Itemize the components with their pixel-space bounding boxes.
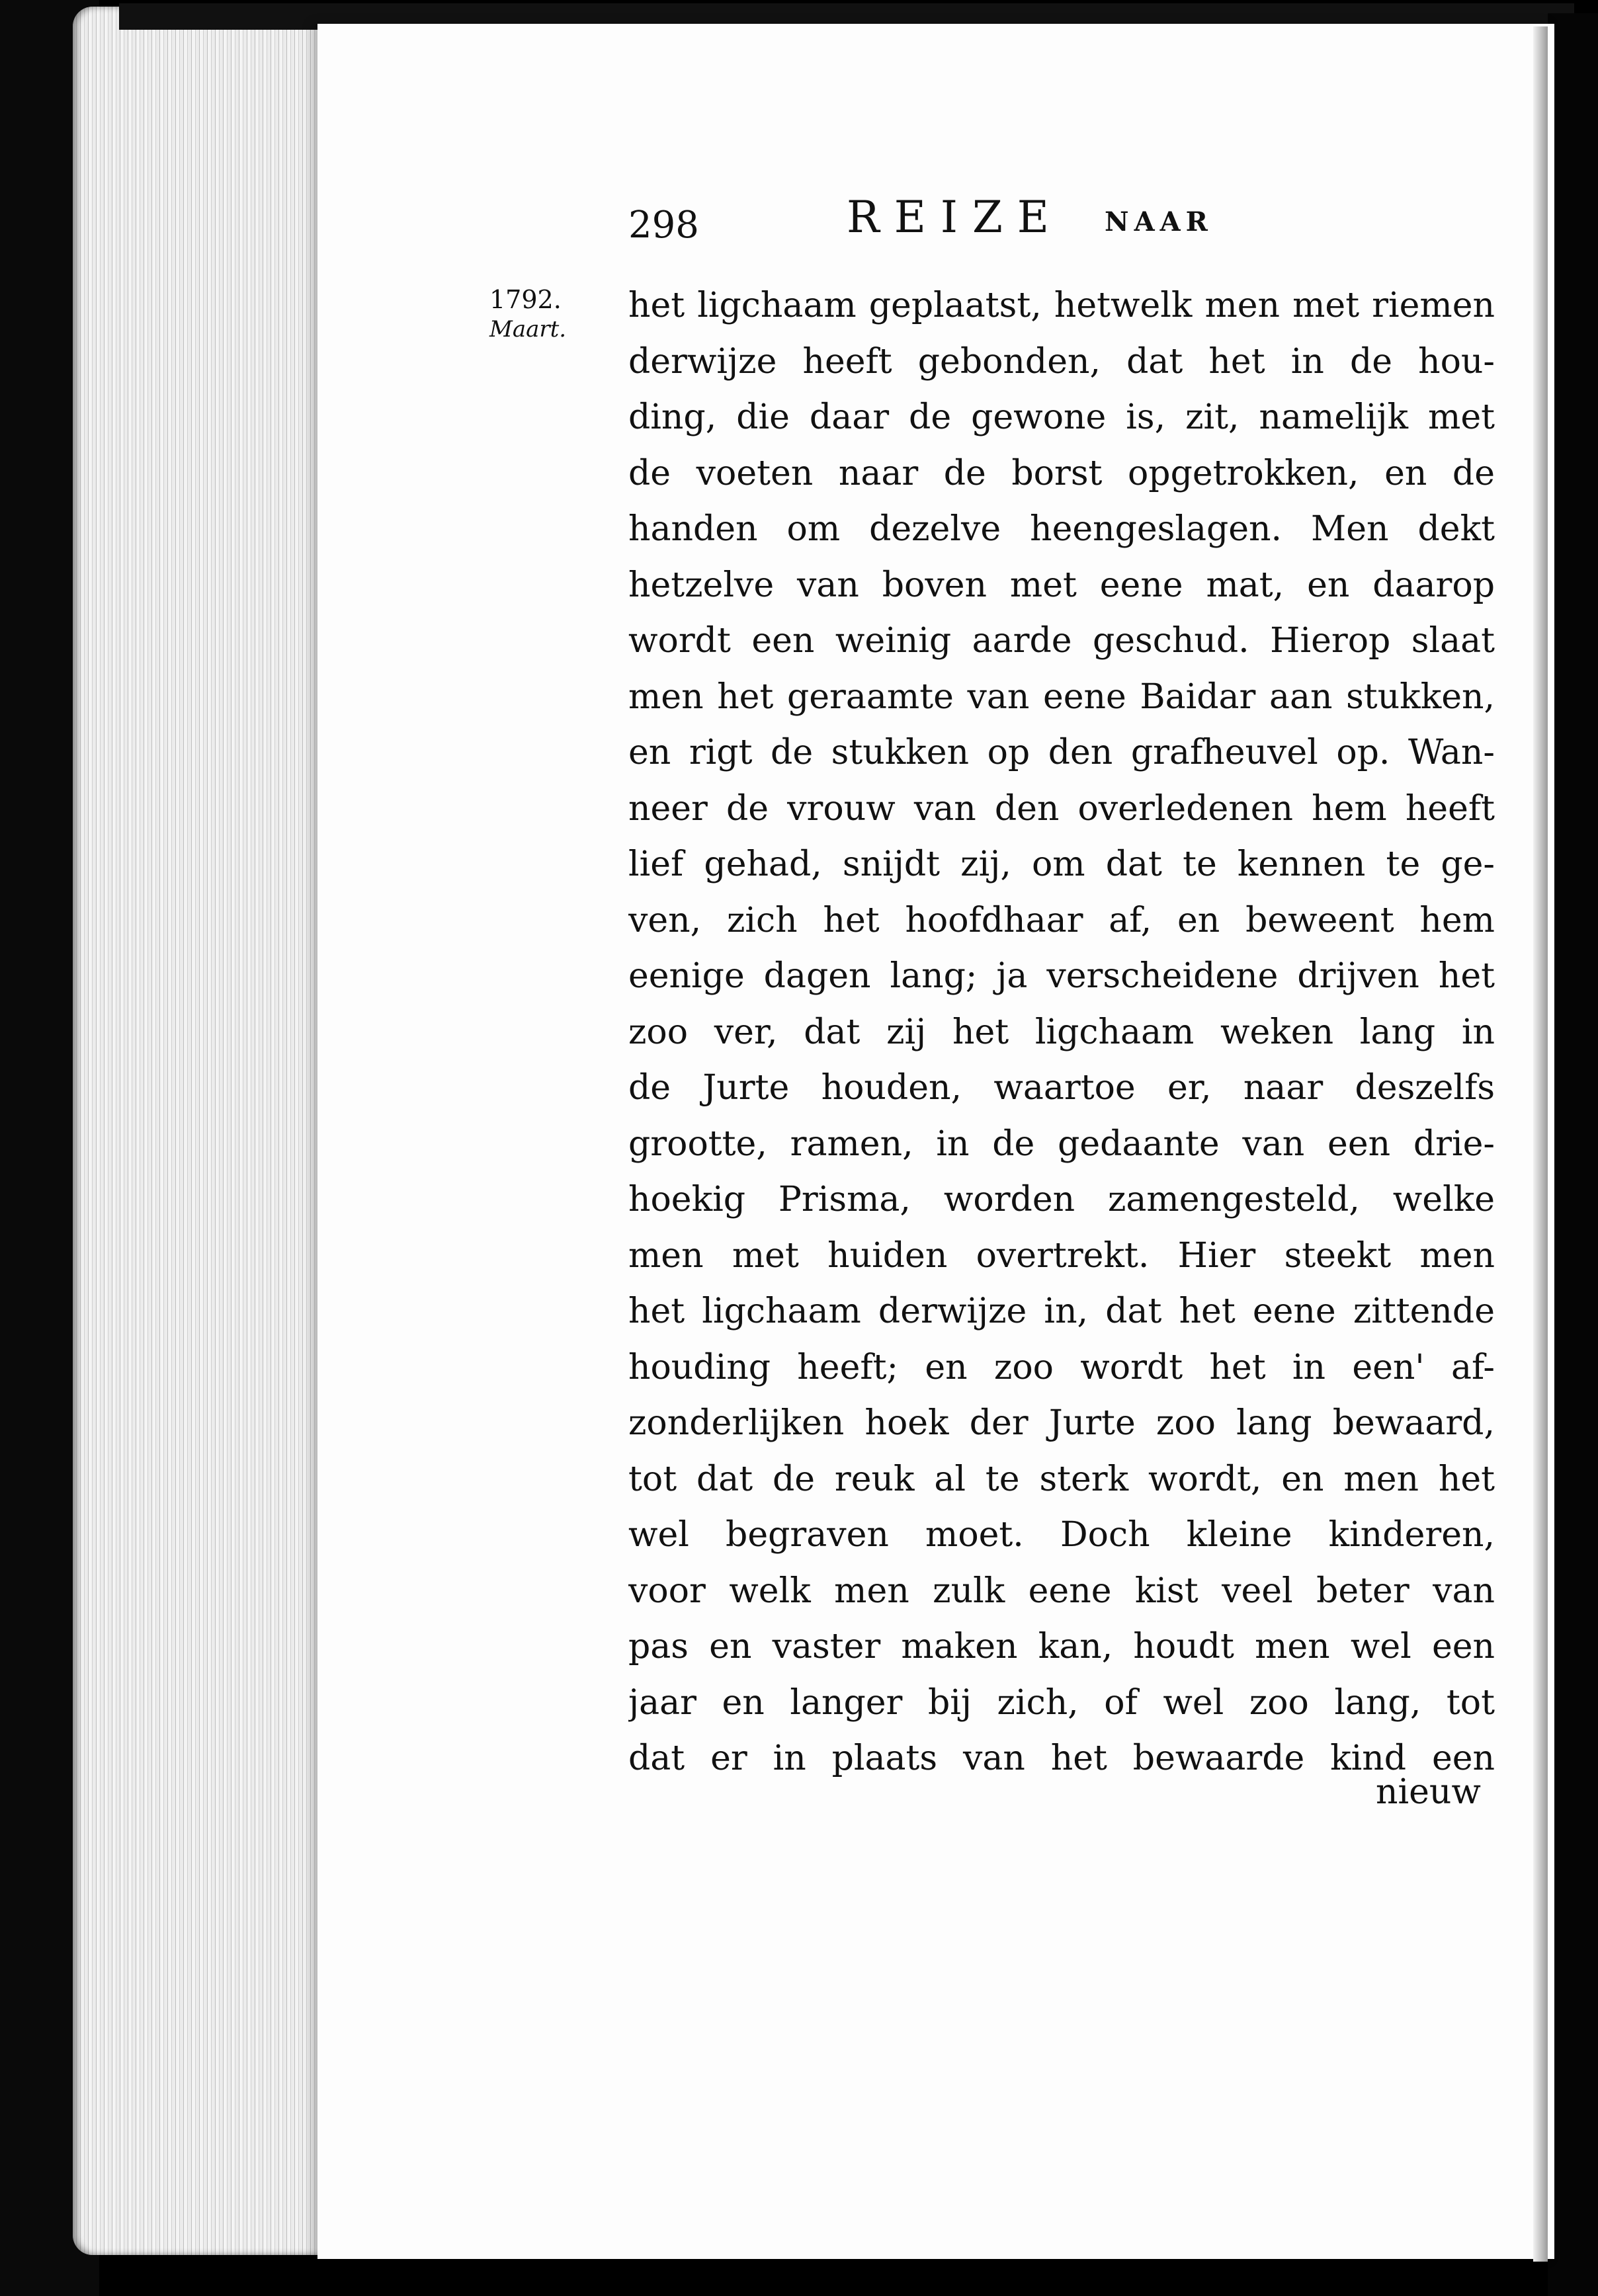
text-line: dat er in plaats van het bewaarde kind een: [628, 1739, 1495, 1778]
background-right: [1548, 13, 1598, 2296]
margin-month: Maart.: [489, 316, 567, 343]
text-line: hoekig Prisma, worden zamengesteld, welke: [628, 1180, 1495, 1219]
text-line: hetzelve van boven met eene mat, en daarop: [628, 565, 1495, 605]
text-line: lief gehad, snijdt zij, om dat te kennen te ge-: [628, 844, 1495, 884]
text-line: men het geraamte van eene Baidar aan stukken,: [628, 676, 1495, 717]
text-line: tot dat de reuk al te sterk wordt, en men het: [628, 1459, 1495, 1499]
text-line: pas en vaster maken kan, houdt men wel een: [628, 1627, 1495, 1666]
text-line: eenige dagen lang; ja verscheidene drijven het: [628, 956, 1495, 996]
text-line: neer de vrouw van den overledenen hem heeft: [628, 788, 1495, 829]
margin-year: 1792.: [489, 285, 562, 314]
text-line: en rigt de stukken op den grafheuvel op. Wan-: [628, 733, 1495, 772]
text-line: houding heeft; en zoo wordt het in een' af-: [628, 1347, 1495, 1387]
text-line: ding, die daar de gewone is, zit, namelijk met: [628, 397, 1495, 437]
text-line: zonderlijken hoek der Jurte zoo lang bewaard,: [628, 1403, 1495, 1443]
running-title: REIZE: [847, 192, 1064, 243]
text-line: de voeten naar de borst opgetrokken, en de: [628, 453, 1495, 493]
text-line: de Jurte houden, waartoe er, naar deszelfs: [628, 1068, 1495, 1108]
text-line: het ligchaam derwijze in, dat het eene zittende: [628, 1292, 1495, 1331]
body-text: [628, 278, 1495, 1787]
text-line: derwijze heeft gebonden, dat het in de hou-: [628, 341, 1495, 382]
text-line: het ligchaam geplaatst, hetwelk men met riemen: [628, 286, 1495, 325]
running-header: [628, 192, 1290, 251]
margin-note: [489, 284, 609, 344]
text-line: wel begraven moet. Doch kleine kinderen,: [628, 1515, 1495, 1555]
text-line: handen om dezelve heengeslagen. Men dekt: [628, 509, 1495, 549]
catchword: nieuw: [1376, 1772, 1481, 1812]
text-line: voor welk men zulk eene kist veel beter van: [628, 1571, 1495, 1611]
text-line: grootte, ramen, in de gedaante van een drie-: [628, 1124, 1495, 1164]
page-number: 298: [628, 204, 699, 247]
text-line: men met huiden overtrekt. Hier steekt men: [628, 1235, 1495, 1276]
text-line: ven, zich het hoofdhaar af, en beweent hem: [628, 900, 1495, 940]
page-edges: [73, 7, 324, 2255]
text-line: jaar en langer bij zich, of wel zoo lang, tot: [628, 1682, 1495, 1723]
text-line: zoo ver, dat zij het ligchaam weken lang in: [628, 1012, 1495, 1052]
page-right-edge: [1533, 26, 1548, 2262]
running-title-small: NAAR: [1105, 206, 1213, 237]
text-line: wordt een weinig aarde geschud. Hierop slaat: [628, 621, 1495, 661]
